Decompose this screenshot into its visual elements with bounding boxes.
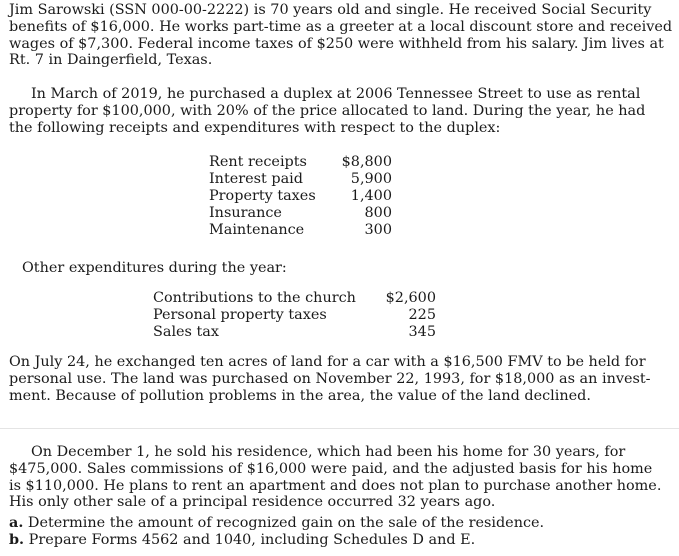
table-row xyxy=(209,222,392,239)
paragraph-duplex-purchase xyxy=(9,86,645,136)
table-row xyxy=(209,154,392,171)
text-line: property for $100,000, with 20% of the price allocated to land. During the year, he had xyxy=(9,102,646,119)
text-line: ment. Because of pollution problems in the area, the value of the land declined. xyxy=(9,387,591,404)
text-line: His only other sale of a principal residence occurred 32 years ago. xyxy=(9,494,496,511)
text-line: On July 24, he exchanged ten acres of land for a car with a $16,500 FMV to be held for xyxy=(9,354,646,370)
question-marker: a. xyxy=(9,514,24,531)
row-label: Property taxes xyxy=(209,188,316,204)
text-line: Rt. 7 in Daingerfield, Texas. xyxy=(9,52,213,69)
text-line: In March of 2019, he purchased a duplex at 2006 Tennessee Street to use as rental xyxy=(31,86,641,102)
section-divider xyxy=(0,428,679,429)
row-label: Contributions to the church xyxy=(153,290,356,306)
question-text: Determine the amount of recognized gain on the sale of the residence. xyxy=(27,515,545,531)
table-row xyxy=(153,307,436,324)
row-value: 5,900 xyxy=(350,171,392,187)
row-value: 300 xyxy=(364,222,392,238)
text-line: benefits of $16,000. He works part-time as a greeter at a local discount store and received xyxy=(9,18,673,35)
text-line: the following receipts and expenditures with respect to the duplex: xyxy=(9,119,501,136)
row-value: 225 xyxy=(408,307,436,323)
table-row xyxy=(209,205,392,222)
text-line: is $110,000. He plans to rent an apartment and does not plan to purchase another home. xyxy=(9,477,662,494)
table-row xyxy=(209,171,392,188)
text-line: $475,000. Sales commissions of $16,000 were paid, and the adjusted basis for his home xyxy=(9,460,653,477)
paragraph-residence-sale xyxy=(9,444,661,511)
duplex-expenditures-table xyxy=(209,154,392,239)
question-list xyxy=(9,515,544,549)
text-line: personal use. The land was purchased on November 22, 1993, for $18,000 as an invest- xyxy=(9,370,651,387)
row-value: 800 xyxy=(364,205,392,221)
row-label: Personal property taxes xyxy=(153,307,327,323)
question-marker: b. xyxy=(9,530,25,548)
question-item xyxy=(9,515,544,532)
other-expenditures-heading xyxy=(22,260,287,277)
row-label: Rent receipts xyxy=(209,154,307,170)
row-value: $2,600 xyxy=(385,290,436,306)
table-row xyxy=(153,324,436,341)
paragraph-taxpayer-info xyxy=(9,2,672,69)
row-label: Insurance xyxy=(209,205,282,221)
text-line: wages of $7,300. Federal income taxes of $250 were withheld from his salary. Jim lives at xyxy=(9,35,664,52)
paragraph-land-exchange xyxy=(9,354,651,404)
table-row xyxy=(209,188,392,205)
question-item xyxy=(9,532,544,549)
table-row xyxy=(153,290,436,307)
row-label: Maintenance xyxy=(209,222,305,238)
text-line: On December 1, he sold his residence, which had been his home for 30 years, for xyxy=(31,444,626,460)
question-text: Prepare Forms 4562 and 1040, including Schedules D and E. xyxy=(28,531,476,548)
row-value: 345 xyxy=(408,324,436,340)
heading-text: Other expenditures during the year: xyxy=(22,260,287,276)
row-label: Sales tax xyxy=(153,324,219,340)
other-expenditures-table xyxy=(153,290,436,341)
row-value: 1,400 xyxy=(350,188,392,204)
row-label: Interest paid xyxy=(209,171,303,187)
row-value: $8,800 xyxy=(341,154,392,170)
text-line: Jim Sarowski (SSN 000-00-2222) is 70 years old and single. He received Social Security xyxy=(9,2,652,18)
